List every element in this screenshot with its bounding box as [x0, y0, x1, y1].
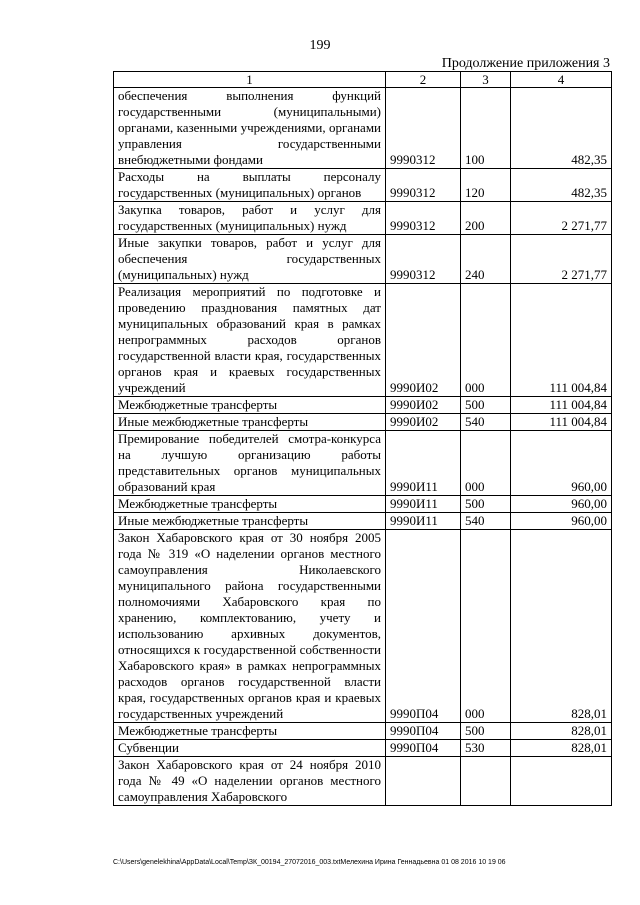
row-sum-cell: 111 004,84	[511, 397, 612, 414]
row-sum-cell: 960,00	[511, 431, 612, 496]
row-vr-cell: 000	[461, 284, 511, 397]
table-row	[114, 431, 612, 496]
row-sum-cell: 960,00	[511, 496, 612, 513]
row-sum-cell: 2 271,77	[511, 202, 612, 235]
row-code-cell: 9990И11	[386, 513, 461, 530]
table-row	[114, 740, 612, 757]
table-row	[114, 202, 612, 235]
row-name-cell: Иные межбюджетные трансферты	[114, 414, 386, 431]
row-name-cell: Межбюджетные трансферты	[114, 496, 386, 513]
row-sum-cell: 960,00	[511, 513, 612, 530]
continuation-label: Продолжение приложения 3	[441, 56, 610, 71]
row-vr-cell: 000	[461, 530, 511, 723]
row-code-cell: 9990312	[386, 235, 461, 284]
row-code-cell: 9990312	[386, 88, 461, 169]
table-row	[114, 397, 612, 414]
row-sum-cell: 828,01	[511, 740, 612, 757]
table-row	[114, 723, 612, 740]
row-name-cell: Межбюджетные трансферты	[114, 723, 386, 740]
row-name-cell: Закон Хабаровского края от 30 ноября 2005 года № 319 «О наделении органов местного самоуправления Николаевского муниципального района государственными полномочиями Хабаровского края по хранению, комплектованию, учету и использованию архивных документов, относящихся к государственной собственности Хабаровского края» в рамках непрограммных расходов органов государственной власти края, государственных органов края и краевых государственных учреждений	[114, 530, 386, 723]
row-code-cell: 9990И02	[386, 414, 461, 431]
table-row	[114, 88, 612, 169]
row-name-cell: Иные межбюджетные трансферты	[114, 513, 386, 530]
row-name-cell: Иные закупки товаров, работ и услуг для обеспечения государственных (муниципальных) нужд	[114, 235, 386, 284]
row-code-cell: 9990312	[386, 202, 461, 235]
row-code-cell: 9990312	[386, 169, 461, 202]
row-code-cell: 9990И11	[386, 431, 461, 496]
row-name-cell: Субвенции	[114, 740, 386, 757]
row-sum-cell: 482,35	[511, 169, 612, 202]
row-vr-cell: 240	[461, 235, 511, 284]
row-vr-cell: 500	[461, 723, 511, 740]
row-sum-cell: 111 004,84	[511, 414, 612, 431]
row-vr-cell: 500	[461, 397, 511, 414]
budget-table	[113, 71, 612, 806]
row-name-cell: Реализация мероприятий по подготовке и проведению празднования памятных дат муниципальных образований края в рамках непрограммных расходов органов государственной власти края, государственных органов края и краевых государственных учреждений	[114, 284, 386, 397]
row-code-cell: 9990П04	[386, 530, 461, 723]
table-row	[114, 414, 612, 431]
row-vr-cell: 540	[461, 414, 511, 431]
row-name-cell: обеспечения выполнения функций государственными (муниципальными) органами, казенными учреждениями, органами управления государственными внебюджетными фондами	[114, 88, 386, 169]
column-header: 1	[114, 72, 386, 88]
row-sum-cell: 111 004,84	[511, 284, 612, 397]
column-header: 3	[461, 72, 511, 88]
row-sum-cell: 2 271,77	[511, 235, 612, 284]
file-path-footer: C:\Users\genelekhina\AppData\Local\Temp\ЗК_00194_27072016_003.txtМелехина Ирина Геннадьевна 01 08 2016 10 19 06	[113, 859, 506, 866]
row-sum-cell	[511, 757, 612, 806]
table-row	[114, 169, 612, 202]
row-vr-cell: 120	[461, 169, 511, 202]
table-row	[114, 530, 612, 723]
row-vr-cell: 200	[461, 202, 511, 235]
column-header: 2	[386, 72, 461, 88]
row-code-cell: 9990П04	[386, 740, 461, 757]
table-header-row	[114, 72, 612, 88]
row-code-cell	[386, 757, 461, 806]
column-header: 4	[511, 72, 612, 88]
table-row	[114, 235, 612, 284]
row-vr-cell: 100	[461, 88, 511, 169]
row-code-cell: 9990И11	[386, 496, 461, 513]
row-sum-cell: 828,01	[511, 723, 612, 740]
row-name-cell: Межбюджетные трансферты	[114, 397, 386, 414]
table-row	[114, 757, 612, 806]
row-code-cell: 9990П04	[386, 723, 461, 740]
row-name-cell: Премирование победителей смотра-конкурса на лучшую организацию работы представительных органов муниципальных образований края	[114, 431, 386, 496]
row-vr-cell: 530	[461, 740, 511, 757]
table-row	[114, 284, 612, 397]
row-name-cell: Закупка товаров, работ и услуг для государственных (муниципальных) нужд	[114, 202, 386, 235]
row-vr-cell: 500	[461, 496, 511, 513]
row-vr-cell: 540	[461, 513, 511, 530]
row-code-cell: 9990И02	[386, 284, 461, 397]
row-name-cell: Расходы на выплаты персоналу государственных (муниципальных) органов	[114, 169, 386, 202]
row-code-cell: 9990И02	[386, 397, 461, 414]
table-row	[114, 513, 612, 530]
table-row	[114, 496, 612, 513]
row-sum-cell: 482,35	[511, 88, 612, 169]
page-number: 199	[309, 38, 331, 53]
row-name-cell: Закон Хабаровского края от 24 ноября 2010 года № 49 «О наделении органов местного самоуправления Хабаровского	[114, 757, 386, 806]
row-sum-cell: 828,01	[511, 530, 612, 723]
row-vr-cell	[461, 757, 511, 806]
row-vr-cell: 000	[461, 431, 511, 496]
